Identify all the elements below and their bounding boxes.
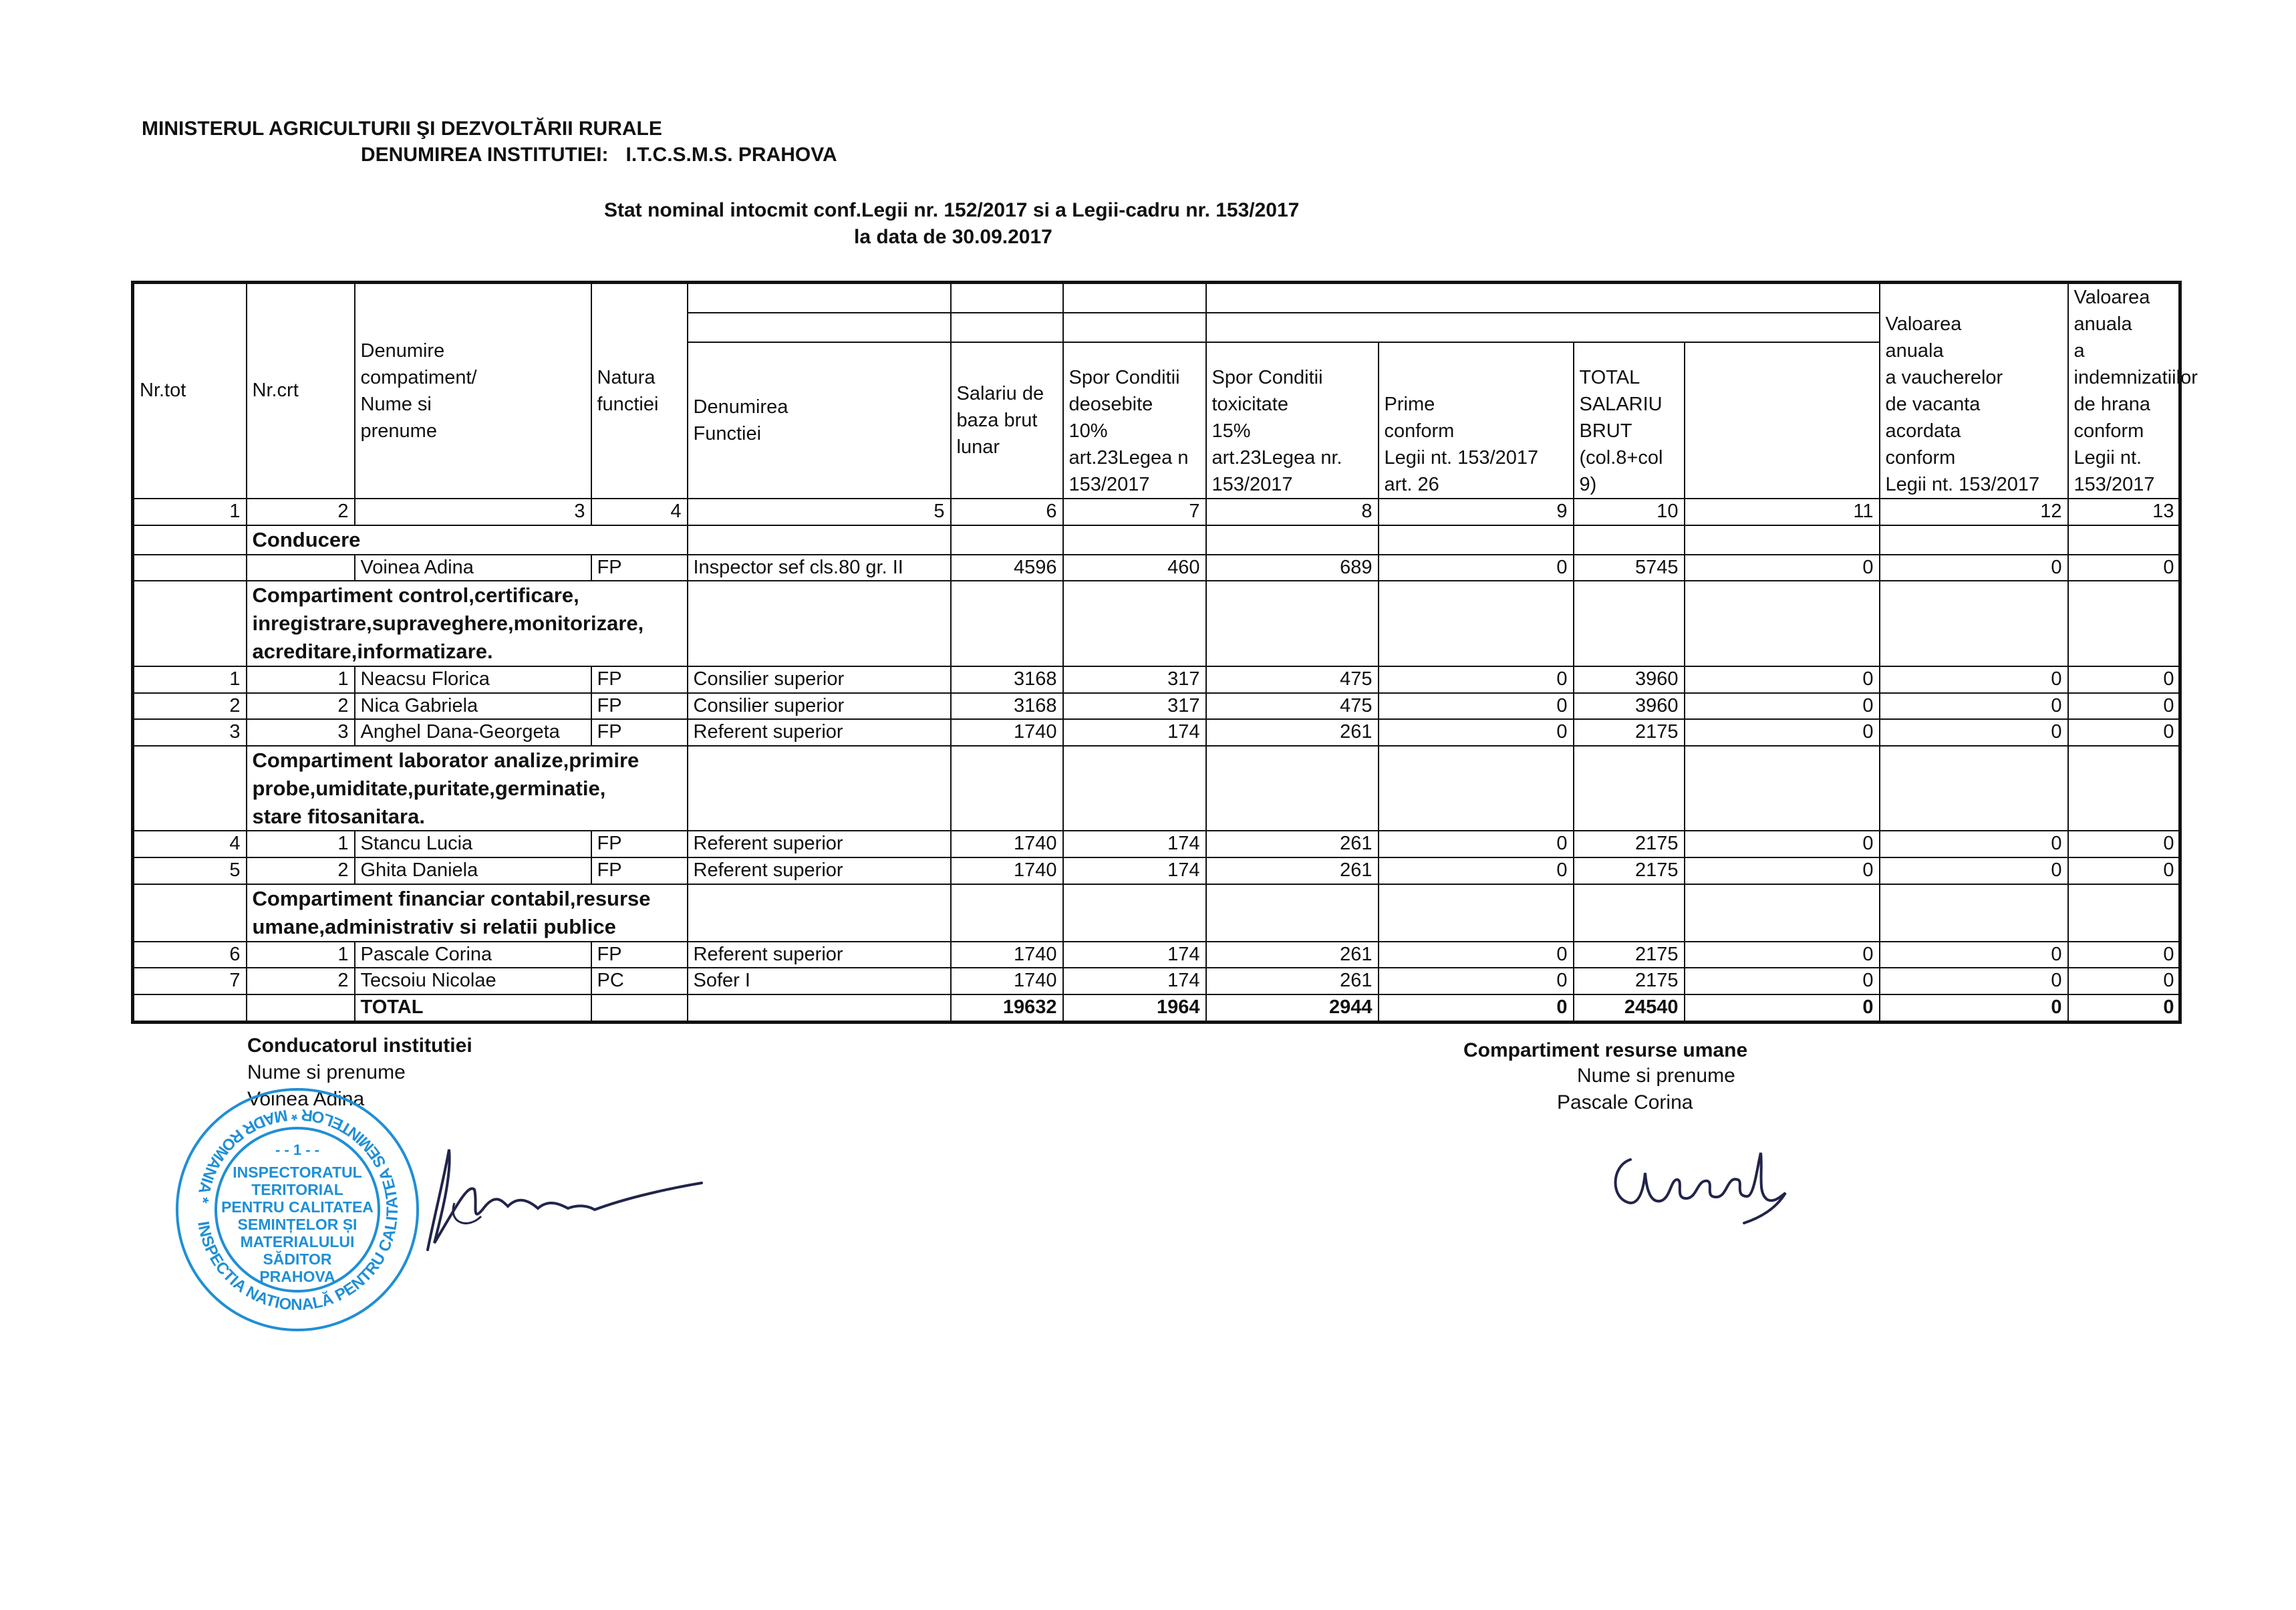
cell-hrana: 0 [1880, 555, 2068, 581]
cell-functia: Referent superior [688, 857, 951, 884]
col-number: 12 [1880, 499, 2068, 525]
cell-name: Tecsoiu Nicolae [355, 968, 591, 994]
col-number: 2 [247, 499, 355, 525]
cell-natura: FP [591, 831, 688, 857]
cell-spor-deosebite: 174 [1063, 968, 1206, 994]
document-title: Stat nominal intocmit conf.Legii nr. 152/2017 si a Legii-cadru nr. 153/2017 [604, 199, 1300, 221]
cell-spor-deosebite: 460 [1063, 555, 1206, 581]
cell-nr-tot: 5 [133, 857, 247, 884]
cell-name: Ghita Daniela [355, 857, 591, 884]
cell-vouchere: 0 [1685, 942, 1880, 968]
cell-vouchere: 0 [1685, 693, 1880, 720]
stamp-line: MATERIALULUI [240, 1233, 355, 1250]
col-header-nr-crt: Nr.crt [247, 283, 355, 499]
cell-natura: FP [591, 942, 688, 968]
cell-functia: Referent superior [688, 719, 951, 746]
cell-functia: Referent superior [688, 942, 951, 968]
header-top-row [133, 283, 2180, 313]
cell-nr-tot: 2 [133, 693, 247, 720]
table-row [133, 942, 2180, 968]
cell-nr-crt: 2 [247, 857, 355, 884]
table-row [133, 719, 2180, 746]
cell-spor-deosebite: 174 [1063, 719, 1206, 746]
cell-name: Stancu Lucia [355, 831, 591, 857]
cell-nr-crt [247, 555, 355, 581]
col-number: 8 [1206, 499, 1379, 525]
institution-stamp [170, 1083, 424, 1337]
cell-total-brut: 5745 [1574, 555, 1685, 581]
total-label: TOTAL [355, 994, 591, 1022]
cell-alte: 0 [2068, 555, 2180, 581]
cell-functia: Consilier superior [688, 693, 951, 720]
institution-name: I.T.C.S.M.S. PRAHOVA [625, 144, 837, 166]
total-spor2: 2944 [1206, 994, 1379, 1022]
total-spor1: 1964 [1063, 994, 1206, 1022]
cell-spor-deosebite: 317 [1063, 693, 1206, 720]
cell-vouchere: 0 [1685, 555, 1880, 581]
cell-salariu: 3168 [951, 666, 1063, 693]
cell-salariu: 1740 [951, 831, 1063, 857]
cell-prime: 0 [1379, 857, 1574, 884]
table-row [133, 968, 2180, 994]
cell-nr-tot: 6 [133, 942, 247, 968]
section-laborator: Compartiment laborator analize,primire probe,umiditate,puritate,germinatie, stare fitosanitara. [252, 748, 639, 828]
cell-nr-tot [133, 555, 247, 581]
stamp-line: PRAHOVA [259, 1268, 335, 1285]
cell-spor-deosebite: 174 [1063, 942, 1206, 968]
cell-alte: 0 [2068, 693, 2180, 720]
cell-total-brut: 2175 [1574, 968, 1685, 994]
col-header-vouchere: Valoarea anuala a vaucherelor de vacanta acordata conform Legii nt. 153/2017 [1885, 313, 2040, 496]
cell-total-brut: 2175 [1574, 831, 1685, 857]
cell-total-brut: 3960 [1574, 666, 1685, 693]
col-header-salariu: Salariu de baza brut lunar [956, 383, 1044, 458]
stamp-line: SEMINȚELOR ȘI [237, 1216, 357, 1233]
cell-salariu: 1740 [951, 968, 1063, 994]
cell-functia: Inspector sef cls.80 gr. II [688, 555, 951, 581]
table-row [133, 555, 2180, 581]
col-header-natura: Natura functiei [597, 367, 659, 416]
cell-natura: FP [591, 857, 688, 884]
total-vouchere: 0 [1685, 994, 1880, 1022]
col-header-spor-toxicitate: Spor Conditii toxicitate 15% art.23Legea nr. 153/2017 [1211, 367, 1342, 496]
cell-hrana: 0 [1880, 831, 2068, 857]
cell-hrana: 0 [1880, 719, 2068, 746]
section-row [133, 525, 2180, 555]
col-number: 10 [1574, 499, 1685, 525]
director-signature [408, 1136, 708, 1263]
total-hrana: 0 [1880, 994, 2068, 1022]
cell-nr-tot: 7 [133, 968, 247, 994]
cell-prime: 0 [1379, 831, 1574, 857]
col-number: 11 [1685, 499, 1880, 525]
cell-alte: 0 [2068, 857, 2180, 884]
cell-nr-crt: 1 [247, 942, 355, 968]
director-name: Voinea Adina [247, 1088, 365, 1110]
cell-salariu: 1740 [951, 857, 1063, 884]
hr-name: Pascale Corina [1557, 1091, 1693, 1113]
col-number: 4 [591, 499, 688, 525]
ministry-name: MINISTERUL AGRICULTURII ŞI DEZVOLTĂRII RURALE [142, 118, 662, 140]
cell-name: Anghel Dana-Georgeta [355, 719, 591, 746]
col-header-functia: Denumirea Functiei [693, 396, 788, 445]
cell-natura: FP [591, 555, 688, 581]
col-header-compartment: Denumire compatiment/ Nume si prenume [360, 340, 477, 442]
cell-nr-crt: 2 [247, 968, 355, 994]
col-header-spor-deosebite: Spor Conditii deosebite 10% art.23Legea n 153/2017 [1068, 367, 1189, 496]
cell-spor-toxicitate: 261 [1206, 857, 1379, 884]
col-number: 9 [1379, 499, 1574, 525]
col-header-total-brut: TOTAL SALARIU BRUT (col.8+col 9) [1579, 367, 1663, 496]
cell-spor-deosebite: 317 [1063, 666, 1206, 693]
table-row [133, 831, 2180, 857]
cell-vouchere: 0 [1685, 719, 1880, 746]
cell-prime: 0 [1379, 666, 1574, 693]
cell-hrana: 0 [1880, 942, 2068, 968]
col-number: 13 [2068, 499, 2180, 525]
cell-vouchere: 0 [1685, 968, 1880, 994]
column-number-row [133, 499, 2180, 525]
cell-spor-toxicitate: 261 [1206, 968, 1379, 994]
section-control: Compartiment control,certificare, inregistrare,supraveghere,monitorizare, acreditare,informatizare. [252, 583, 644, 664]
salary-table [131, 281, 2198, 1024]
total-alte: 0 [2068, 994, 2180, 1022]
cell-total-brut: 2175 [1574, 719, 1685, 746]
cell-vouchere: 0 [1685, 831, 1880, 857]
cell-vouchere: 0 [1685, 666, 1880, 693]
cell-total-brut: 3960 [1574, 693, 1685, 720]
cell-spor-toxicitate: 261 [1206, 719, 1379, 746]
cell-total-brut: 2175 [1574, 942, 1685, 968]
cell-salariu: 1740 [951, 719, 1063, 746]
cell-hrana: 0 [1880, 666, 2068, 693]
cell-nr-crt: 2 [247, 693, 355, 720]
section-conducere: Conducere [247, 525, 688, 555]
director-name-label: Nume si prenume [247, 1061, 406, 1083]
cell-alte: 0 [2068, 942, 2180, 968]
director-title: Conducatorul institutiei [247, 1035, 472, 1057]
section-row [133, 884, 2180, 942]
stamp-line: PENTRU CALITATEA [221, 1198, 374, 1216]
cell-prime: 0 [1379, 719, 1574, 746]
cell-alte: 0 [2068, 719, 2180, 746]
document-date: la data de 30.09.2017 [854, 226, 1052, 248]
institution-label: DENUMIREA INSTITUTIEI: [361, 144, 609, 166]
total-salariu: 19632 [951, 994, 1063, 1022]
cell-nr-tot: 3 [133, 719, 247, 746]
total-row [133, 994, 2180, 1022]
col-header-hrana: Valoarea anuala a indemnizatiilor de hrana conform Legii nt. 153/2017 [2073, 287, 2198, 496]
section-financiar: Compartiment financiar contabil,resurse umane,administrativ si relatii publice [252, 886, 651, 938]
stamp-ring-text: INSPECTIA NATIONALĂ PENTRU CALITATEA SEMINTELOR * MADR ROMANIA * [193, 1105, 402, 1315]
cell-spor-toxicitate: 689 [1206, 555, 1379, 581]
cell-alte: 0 [2068, 968, 2180, 994]
cell-vouchere: 0 [1685, 857, 1880, 884]
table-row [133, 693, 2180, 720]
cell-prime: 0 [1379, 555, 1574, 581]
cell-total-brut: 2175 [1574, 857, 1685, 884]
cell-salariu: 1740 [951, 942, 1063, 968]
cell-name: Voinea Adina [355, 555, 591, 581]
hr-name-label: Nume si prenume [1577, 1065, 1735, 1087]
stamp-line: INSPECTORATUL [233, 1164, 362, 1181]
cell-alte: 0 [2068, 666, 2180, 693]
col-header-nr-tot: Nr.tot [133, 283, 247, 499]
hr-signature [1604, 1139, 1804, 1233]
cell-nr-crt: 1 [247, 831, 355, 857]
table-row [133, 857, 2180, 884]
cell-prime: 0 [1379, 693, 1574, 720]
cell-nr-crt: 1 [247, 666, 355, 693]
cell-prime: 0 [1379, 968, 1574, 994]
cell-natura: FP [591, 693, 688, 720]
cell-functia: Sofer I [688, 968, 951, 994]
cell-hrana: 0 [1880, 968, 2068, 994]
total-prime: 0 [1379, 994, 1574, 1022]
cell-spor-toxicitate: 475 [1206, 693, 1379, 720]
total-brut: 24540 [1574, 994, 1685, 1022]
col-number: 7 [1063, 499, 1206, 525]
cell-name: Neacsu Florica [355, 666, 591, 693]
cell-alte: 0 [2068, 831, 2180, 857]
col-number: 1 [133, 499, 247, 525]
cell-hrana: 0 [1880, 857, 2068, 884]
cell-nr-tot: 1 [133, 666, 247, 693]
cell-prime: 0 [1379, 942, 1574, 968]
col-number: 6 [951, 499, 1063, 525]
cell-nr-tot: 4 [133, 831, 247, 857]
cell-salariu: 3168 [951, 693, 1063, 720]
cell-spor-toxicitate: 261 [1206, 831, 1379, 857]
section-row [133, 746, 2180, 831]
col-number: 3 [355, 499, 591, 525]
col-number: 5 [688, 499, 951, 525]
cell-spor-deosebite: 174 [1063, 857, 1206, 884]
cell-nr-crt: 3 [247, 719, 355, 746]
cell-natura: PC [591, 968, 688, 994]
stamp-number: - - 1 - - [275, 1142, 319, 1158]
cell-hrana: 0 [1880, 693, 2068, 720]
cell-functia: Consilier superior [688, 666, 951, 693]
cell-natura: FP [591, 719, 688, 746]
stamp-line: TERITORIAL [251, 1181, 343, 1198]
stamp-line: SĂDITOR [263, 1250, 332, 1268]
institution-line [361, 144, 837, 166]
col-header-prime: Prime conform Legii nt. 153/2017 art. 26 [1384, 394, 1539, 496]
cell-spor-toxicitate: 475 [1206, 666, 1379, 693]
section-row [133, 581, 2180, 666]
cell-salariu: 4596 [951, 555, 1063, 581]
cell-name: Pascale Corina [355, 942, 591, 968]
cell-natura: FP [591, 666, 688, 693]
cell-functia: Referent superior [688, 831, 951, 857]
hr-title: Compartiment resurse umane [1463, 1039, 1748, 1061]
table-row [133, 666, 2180, 693]
cell-spor-deosebite: 174 [1063, 831, 1206, 857]
cell-spor-toxicitate: 261 [1206, 942, 1379, 968]
cell-name: Nica Gabriela [355, 693, 591, 720]
